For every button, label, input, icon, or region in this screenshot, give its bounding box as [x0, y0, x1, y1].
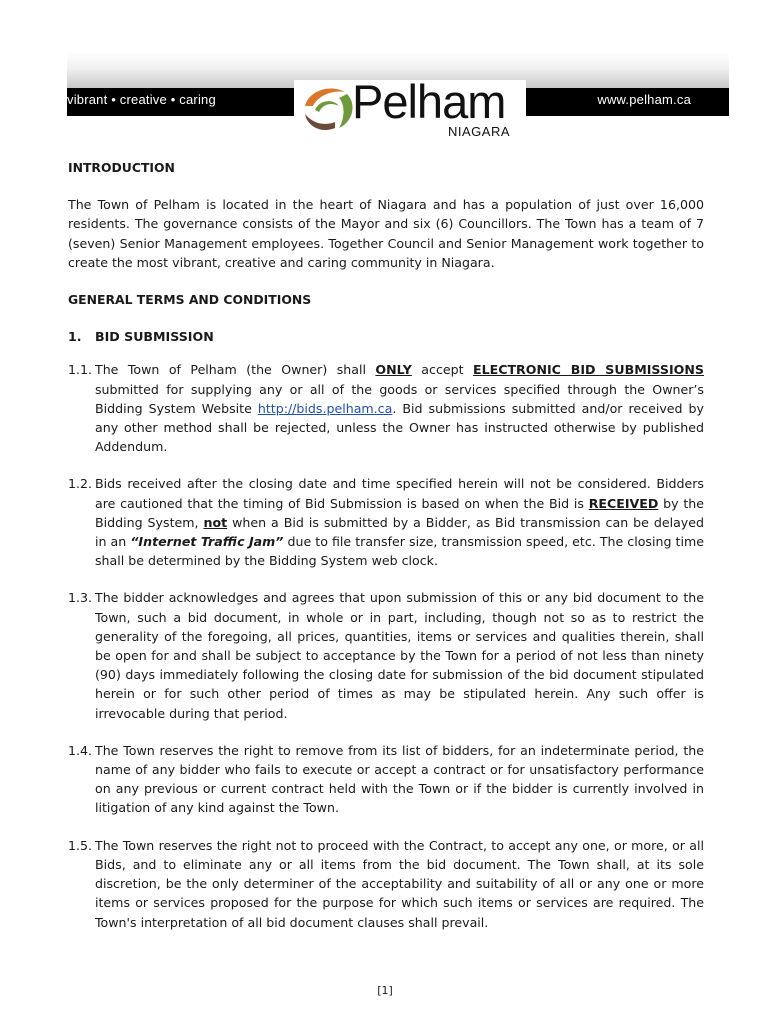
- clause-text: by the Bidding System,: [95, 495, 705, 530]
- clause-1-4: [68, 741, 704, 818]
- clause-text: The Town reserves the right to remove from its list of bidders, for an indeterminate period, the name of any bidder who fails to execute or accept a contract or for unsatisfactory performance on any previous or current contract held with the Town or if the bidder is currently involved in litigation of any kind against the Town.: [95, 742, 704, 816]
- intro-paragraph: The Town of Pelham is located in the heart of Niagara and has a population of just over 16,000 residents. The governance consists of the Mayor and six (6) Councillors. The Town has a team of 7 (seven) Senior Management employees. Together Council and Senior Management work together to create the most vibrant, creative and caring community in Niagara.: [68, 197, 704, 270]
- emphasis-not: not: [203, 514, 228, 530]
- section-title: BID SUBMISSION: [95, 329, 214, 345]
- clause-text: when a Bid is submitted by a Bidder, as Bid transmission can be delayed in an: [95, 514, 704, 550]
- leaf-swirl-icon: [301, 84, 359, 132]
- clause-number: 1.1.: [68, 362, 93, 378]
- tagline: vibrant • creative • caring: [67, 92, 216, 107]
- clause-text: . Bid submissions submitted and/or received by any other method shall be rejected, unless the Owner has instructed otherwise by published Addendum.: [95, 400, 704, 455]
- terms-heading: GENERAL TERMS AND CONDITIONS: [68, 292, 312, 308]
- logo-subtitle: NIAGARA: [448, 124, 511, 139]
- emphasis-received: RECEIVED: [588, 495, 659, 511]
- clause-1-3: [68, 588, 704, 722]
- clause-text: The bidder acknowledges and agrees that upon submission of this or any bid document to the Town, such a bid document, in whole or in part, including, though not so as to restrict the generality of the foregoing, all prices, quantities, items or services and qualities therein, shall be open for and shall be subject to acceptance by the Town for a period of not less than ninety (90) days immediately following the closing date for submission of the bid document stipulated herein or for such other period of times as may be stipulated herein. Any such offer is irrevocable during that period.: [95, 590, 704, 721]
- website-url[interactable]: www.pelham.ca: [597, 92, 691, 107]
- header-banner: [67, 52, 729, 141]
- clause-text: Bids received after the closing date and time specified herein will not be considered. Bidders are cautioned that the timing of Bid Submission is based on when the Bid is: [95, 476, 704, 511]
- emphasis-electronic-bid-submissions: ELECTRONIC BID SUBMISSIONS: [472, 362, 704, 378]
- clause-text: submitted for supplying any or all of the goods or services specified through the Owner’s Bidding System Website: [95, 381, 704, 416]
- clause-text: accept: [411, 362, 473, 378]
- intro-heading: INTRODUCTION: [68, 160, 175, 175]
- clause-number: 1.2.: [68, 476, 93, 492]
- pelham-logo: [294, 75, 526, 142]
- logo-wordmark: Pelham: [352, 75, 506, 128]
- clause-text: The Town reserves the right not to proceed with the Contract, to accept any one, or more, or all Bids, and to eliminate any or all items from the bid document. The Town shall, at its sole discretion, be the only determiner of the acceptability and suitability of all or any one or more items or services proposed for the purpose for which such items or services are required. The Town's interpretation of all bid document clauses shall prevail.: [95, 837, 704, 930]
- bids-website-link[interactable]: http://bids.pelham.ca: [257, 400, 393, 416]
- clause-number: 1.4.: [68, 742, 93, 758]
- emphasis-only: ONLY: [375, 362, 412, 378]
- section-number: 1.: [68, 329, 82, 345]
- document-body: [68, 158, 704, 932]
- clause-text: The Town of Pelham (the Owner) shall: [95, 362, 376, 378]
- emphasis-internet-traffic-jam: “Internet Traffic Jam”: [130, 534, 284, 550]
- section-heading: [68, 327, 704, 346]
- clause-1-1: [68, 360, 704, 456]
- clause-number: 1.3.: [68, 590, 93, 606]
- page-number: [1]: [377, 984, 393, 997]
- clause-1-5: [68, 836, 704, 932]
- clause-text: due to file transfer size, transmission speed, etc. The closing time shall be determined by the Bidding System web clock.: [95, 534, 704, 569]
- clause-1-2: [68, 474, 704, 570]
- clause-number: 1.5.: [68, 837, 93, 853]
